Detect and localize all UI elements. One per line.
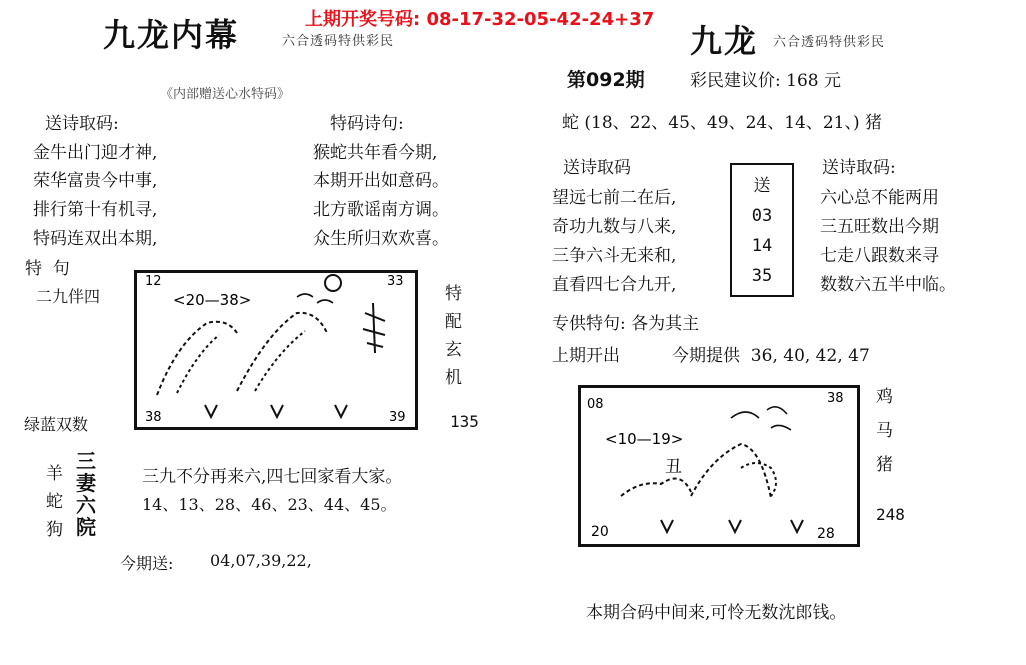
right-poem-line: 望远七前二在后, xyxy=(552,188,677,208)
left-corner-br: 39 xyxy=(389,410,406,425)
side-chars-column xyxy=(445,280,462,392)
right-poem-line: 三争六斗无来和, xyxy=(552,246,677,266)
special-line: 本期开出如意码。 xyxy=(313,171,449,191)
right-poem-line-2: 六心总不能两用 xyxy=(820,188,939,208)
san-qi-char: 妻 xyxy=(76,471,96,495)
last-out-label: 上期开出 xyxy=(552,346,620,366)
zodiac: 羊 xyxy=(46,464,63,484)
zodiac-column xyxy=(46,460,63,544)
san-qi-char: 六 xyxy=(76,493,96,517)
num-248: 248 xyxy=(876,505,905,524)
right-corner-tl: 08 xyxy=(587,397,604,412)
right-sketch xyxy=(581,388,857,544)
send-number: 35 xyxy=(751,266,773,286)
san-qi-char: 三 xyxy=(76,449,96,473)
right-range: <10—19> xyxy=(605,430,684,448)
poem-line: 金牛出门迎才神, xyxy=(33,143,158,163)
side-char: 特 xyxy=(445,284,462,304)
lv-lan-label: 绿蓝双数 xyxy=(24,415,89,434)
special-header: 特码诗句: xyxy=(330,114,404,134)
right-poem-line-2: 三五旺数出今期 xyxy=(820,217,939,237)
poem-line: 排行第十有机寻, xyxy=(33,200,158,220)
right-poem-line-2: 七走八跟数来寻 xyxy=(820,246,939,266)
side-zodiac: 鸡 xyxy=(876,387,893,407)
send-number: 03 xyxy=(751,206,773,226)
side-zodiac: 猪 xyxy=(876,455,893,475)
right-subtitle: 六合透码特供彩民 xyxy=(773,35,886,50)
right-picture-box xyxy=(578,385,860,547)
poem-line: 荣华富贵今中事, xyxy=(33,171,158,191)
poem-header-right: 送诗取码: xyxy=(822,158,896,178)
left-corner-tl: 12 xyxy=(145,274,162,289)
footer-poem: 本期合码中间来,可怜无数沈郎钱。 xyxy=(586,603,847,623)
poem-header-left: 送诗取码 xyxy=(563,158,631,178)
left-corner-tr: 33 xyxy=(387,274,404,289)
right-corner-bl: 20 xyxy=(591,524,609,540)
side-char: 玄 xyxy=(445,340,462,360)
today-label: 今期送: xyxy=(120,554,174,573)
dedication: 《内部赠送心水特码》 xyxy=(160,87,291,102)
today-offer: 今期提供 36, 40, 42, 47 xyxy=(672,346,870,366)
left-corner-bl: 38 xyxy=(145,410,162,425)
right-poem-line: 奇功九数与八来, xyxy=(552,217,677,237)
special-line: 众生所归欢欢喜。 xyxy=(313,229,449,249)
send-box xyxy=(730,163,794,297)
right-mid-char: 丑 xyxy=(665,457,682,477)
num-135: 135 xyxy=(450,412,479,431)
er-jiu-label: 二九伴四 xyxy=(36,287,101,306)
issue-number: 第092期 xyxy=(567,69,645,91)
right-poem-line-2: 数数六五半中临。 xyxy=(820,275,956,295)
right-title: 九龙 xyxy=(690,22,759,60)
today-nums: 04,07,39,22, xyxy=(210,551,312,570)
special-line: 猴蛇共年看今期, xyxy=(313,143,438,163)
left-subtitle: 六合透码特供彩民 xyxy=(282,34,395,49)
left-range: <20—38> xyxy=(173,291,252,309)
san-qi-column xyxy=(76,450,96,538)
side-char: 配 xyxy=(445,312,462,332)
poem-header: 送诗取码: xyxy=(45,114,119,134)
special-line: 北方歌谣南方调。 xyxy=(313,200,449,220)
zodiac: 蛇 xyxy=(46,492,63,512)
send-number: 14 xyxy=(751,236,773,256)
right-corner-br: 28 xyxy=(817,526,835,542)
special-sentence: 专供特句: 各为其主 xyxy=(552,314,700,334)
poem2: 三九不分再来六,四七回家看大家。 xyxy=(142,467,403,487)
san-qi-char: 院 xyxy=(76,515,96,539)
price: 彩民建议价: 168 元 xyxy=(690,71,841,91)
left-title: 九龙内幕 xyxy=(103,16,240,54)
left-picture-box xyxy=(134,270,418,430)
right-corner-tr: 38 xyxy=(827,391,844,406)
left-sketch xyxy=(137,273,415,427)
side-char: 机 xyxy=(445,368,462,388)
send-label: 送 xyxy=(753,176,771,196)
last-draw-banner: 上期开奖号码: 08-17-32-05-42-24+37 xyxy=(305,9,655,30)
side-zodiac: 马 xyxy=(876,421,893,441)
te-ju-label: 特 句 xyxy=(25,259,70,279)
numbers-line: 14、13、28、46、23、44、45。 xyxy=(142,495,397,514)
side-zodiac-column xyxy=(876,380,893,482)
right-poem-line: 直看四七合九开, xyxy=(552,275,677,295)
snake-line: 蛇 (18、22、45、49、24、14、21、) 猪 xyxy=(562,113,882,133)
poem-line: 特码连双出本期, xyxy=(33,229,158,249)
zodiac: 狗 xyxy=(46,520,63,540)
